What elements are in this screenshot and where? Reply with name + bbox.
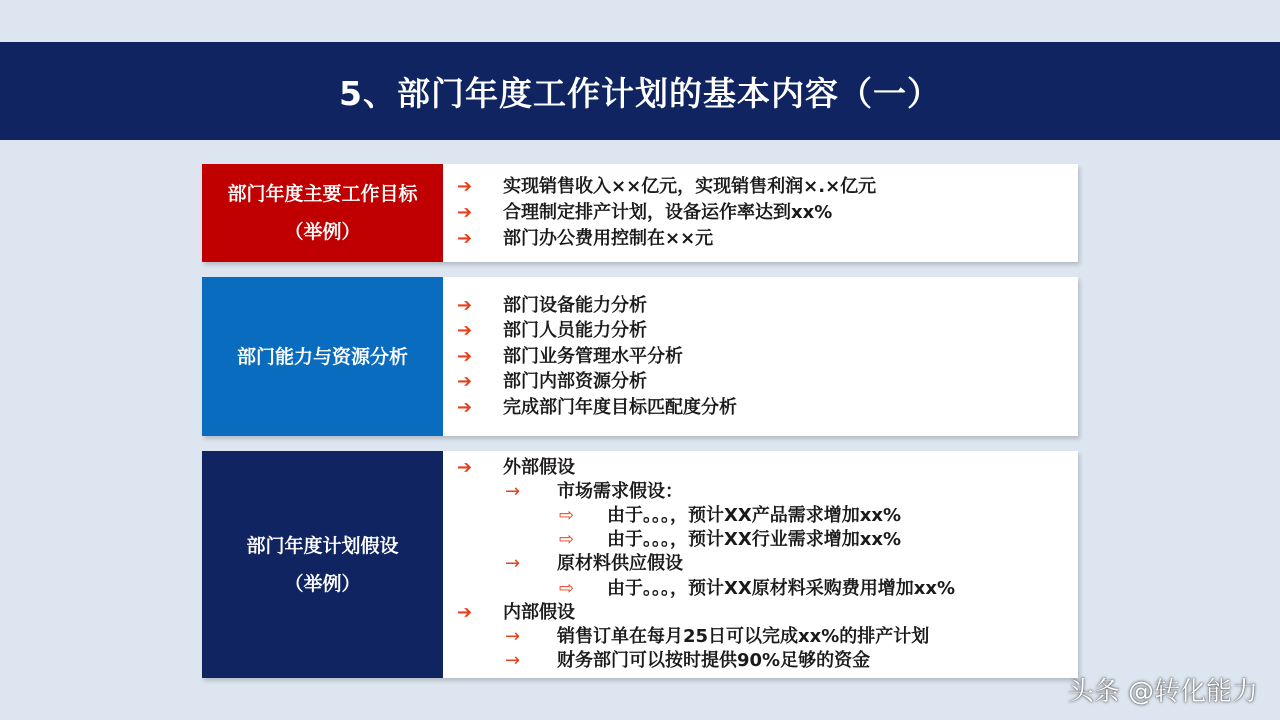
list-item: ➔ 部门设备能力分析: [457, 293, 1078, 319]
watermark: 头条 @转化能力: [1067, 677, 1258, 707]
block-goals-sublabel: （举例）: [284, 221, 361, 243]
list-item: ➔ 部门业务管理水平分析: [457, 344, 1078, 370]
list-item: ➔ 部门内部资源分析: [457, 369, 1078, 395]
block-analysis: [202, 277, 1078, 436]
list-item: ➔ 内部假设: [457, 601, 1078, 625]
block-assumptions-title: 部门年度计划假设: [246, 534, 399, 557]
block-assumptions-sublabel: （举例）: [284, 572, 361, 595]
outline-arrow-right-icon: ⇨: [559, 504, 575, 526]
arrow-right-icon: ➔: [457, 371, 473, 393]
arrow-right-icon: ➔: [457, 601, 473, 623]
list-item: ➔ 外部假设: [457, 456, 1078, 480]
page-title: 5、部门年度工作计划的基本内容（一）: [339, 73, 941, 113]
thin-arrow-right-icon: →: [505, 650, 521, 672]
list-item: ➔ 部门办公费用控制在××元: [457, 226, 1078, 252]
arrow-right-icon: ➔: [457, 396, 473, 418]
block-goals-title: 部门年度主要工作目标: [227, 183, 418, 205]
arrow-right-icon: ➔: [457, 320, 473, 342]
list-item: → 销售订单在每月25日可以完成xx%的排产计划: [457, 625, 1078, 649]
arrow-right-icon: ➔: [457, 176, 473, 197]
thin-arrow-right-icon: →: [505, 553, 521, 575]
list-item: → 原材料供应假设: [457, 552, 1078, 576]
list-item: ➔ 完成部门年度目标匹配度分析: [457, 395, 1078, 421]
block-analysis-label: [202, 277, 443, 436]
title-bar: [0, 42, 1280, 140]
thin-arrow-right-icon: →: [505, 626, 521, 647]
block-analysis-content: [443, 277, 1078, 436]
list-item: → 财务部门可以按时提供90%足够的资金: [457, 649, 1078, 673]
block-analysis-title: 部门能力与资源分析: [236, 345, 408, 368]
arrow-right-icon: ➔: [457, 228, 473, 249]
list-item: ➔ 合理制定排产计划，设备运作率达到xx%: [457, 200, 1078, 226]
block-goals: [202, 164, 1078, 262]
outline-arrow-right-icon: ⇨: [559, 529, 575, 551]
list-item: → 市场需求假设：: [457, 480, 1078, 504]
list-item: ⇨ 由于。。。，预计XX产品需求增加xx%: [457, 504, 1078, 528]
arrow-right-icon: ➔: [457, 202, 473, 223]
block-assumptions-label: [202, 451, 443, 678]
block-assumptions-content: [443, 451, 1078, 678]
list-item: ⇨ 由于。。。，预计XX原材料采购费用增加xx%: [457, 577, 1078, 601]
block-goals-label: [202, 164, 443, 262]
list-item: ⇨ 由于。。。，预计XX行业需求增加xx%: [457, 528, 1078, 552]
arrow-right-icon: ➔: [457, 294, 473, 316]
list-item: ➔ 实现销售收入××亿元，实现销售利润×.×亿元: [457, 174, 1078, 200]
block-assumptions: [202, 451, 1078, 678]
arrow-right-icon: ➔: [457, 456, 473, 478]
block-goals-content: [443, 164, 1078, 262]
outline-arrow-right-icon: ⇨: [559, 577, 575, 599]
arrow-right-icon: ➔: [457, 345, 473, 367]
thin-arrow-right-icon: →: [505, 480, 521, 502]
list-item: ➔ 部门人员能力分析: [457, 318, 1078, 344]
